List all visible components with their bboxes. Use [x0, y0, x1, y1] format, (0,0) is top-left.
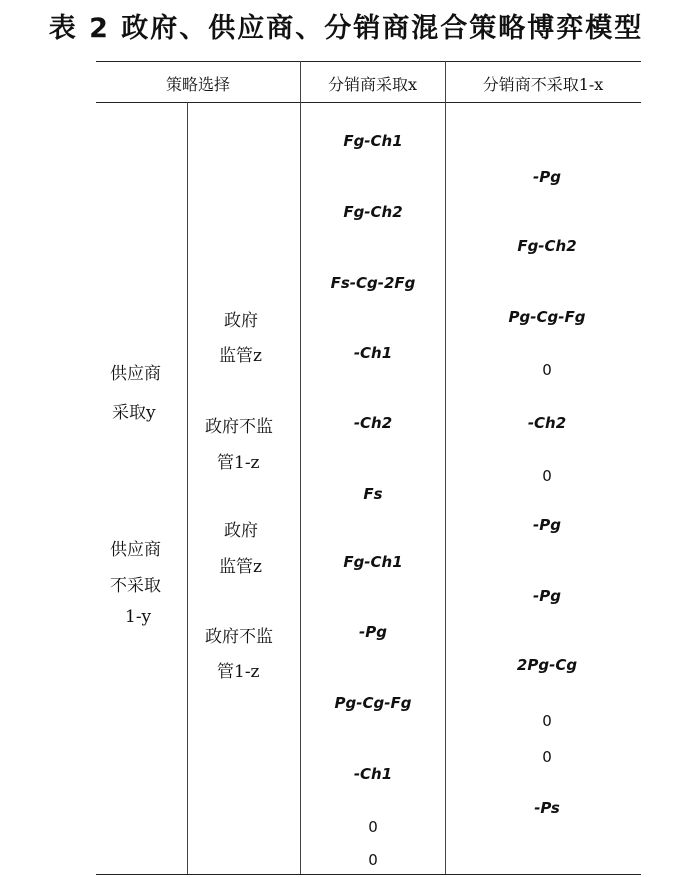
payoff-x-1: Fg-Ch1 [343, 132, 403, 150]
payoff-not-x-10: 0 [542, 712, 552, 730]
payoff-x-9: Pg-Cg-Fg [334, 694, 412, 712]
gov-regulate-label-2a: 政府 [224, 521, 258, 541]
gov-regulate-label-1b: 监管z [219, 346, 262, 366]
payoff-not-x-1: -Pg [533, 168, 561, 186]
gov-regulate-label-2b: 监管z [219, 557, 262, 577]
payoff-not-x-9: 2Pg-Cg [516, 656, 578, 674]
header-rule [96, 102, 641, 103]
payoff-not-x-8: -Pg [533, 587, 561, 605]
payoff-not-x-6: 0 [542, 467, 552, 485]
supplier-adopt-label-2: 采取y [112, 403, 156, 423]
col-divider-3 [445, 102, 446, 874]
payoff-not-x-3: Pg-Cg-Fg [508, 308, 586, 326]
gov-not-regulate-label-1a: 政府不监 [205, 417, 273, 437]
header-distributor-adopt: 分销商采取x [327, 75, 418, 94]
supplier-not-adopt-label-1: 供应商 [110, 540, 161, 560]
table-title: 表 2 政府、供应商、分销商混合策略博弈模型 [48, 13, 644, 44]
supplier-not-adopt-label-2: 不采取 [110, 576, 161, 596]
payoff-not-x-12: -Ps [534, 799, 560, 817]
payoff-x-5: -Ch2 [353, 414, 393, 432]
payoff-x-10: -Ch1 [353, 765, 393, 783]
payoff-x-8: -Pg [359, 623, 387, 641]
payoff-x-6: Fs [363, 485, 383, 503]
payoff-not-x-4: 0 [542, 361, 552, 379]
col-divider-1 [187, 102, 188, 874]
payoff-x-4: -Ch1 [353, 344, 393, 362]
payoff-x-11: 0 [368, 818, 378, 836]
payoff-not-x-11: 0 [542, 748, 552, 766]
supplier-not-adopt-label-3: 1-y [125, 607, 152, 627]
gov-not-regulate-label-2a: 政府不监 [205, 627, 273, 647]
payoff-not-x-2: Fg-Ch2 [517, 237, 577, 255]
col-divider-2 [300, 102, 301, 874]
gov-not-regulate-label-2b: 管1-z [217, 662, 260, 682]
gov-regulate-label-1a: 政府 [224, 311, 258, 331]
supplier-adopt-label-1: 供应商 [110, 364, 161, 384]
payoff-not-x-5: -Ch2 [527, 414, 567, 432]
bottom-rule [96, 874, 641, 875]
payoff-x-12: 0 [368, 851, 378, 869]
payoff-not-x-7: -Pg [533, 516, 561, 534]
top-rule [96, 61, 641, 62]
gov-not-regulate-label-1b: 管1-z [217, 453, 260, 473]
header-strategy: 策略选择 [165, 75, 230, 94]
payoff-x-3: Fs-Cg-2Fg [330, 274, 416, 292]
payoff-x-7: Fg-Ch1 [343, 553, 403, 571]
payoff-x-2: Fg-Ch2 [343, 203, 403, 221]
header-distributor-not-adopt: 分销商不采取1-x [482, 75, 604, 94]
